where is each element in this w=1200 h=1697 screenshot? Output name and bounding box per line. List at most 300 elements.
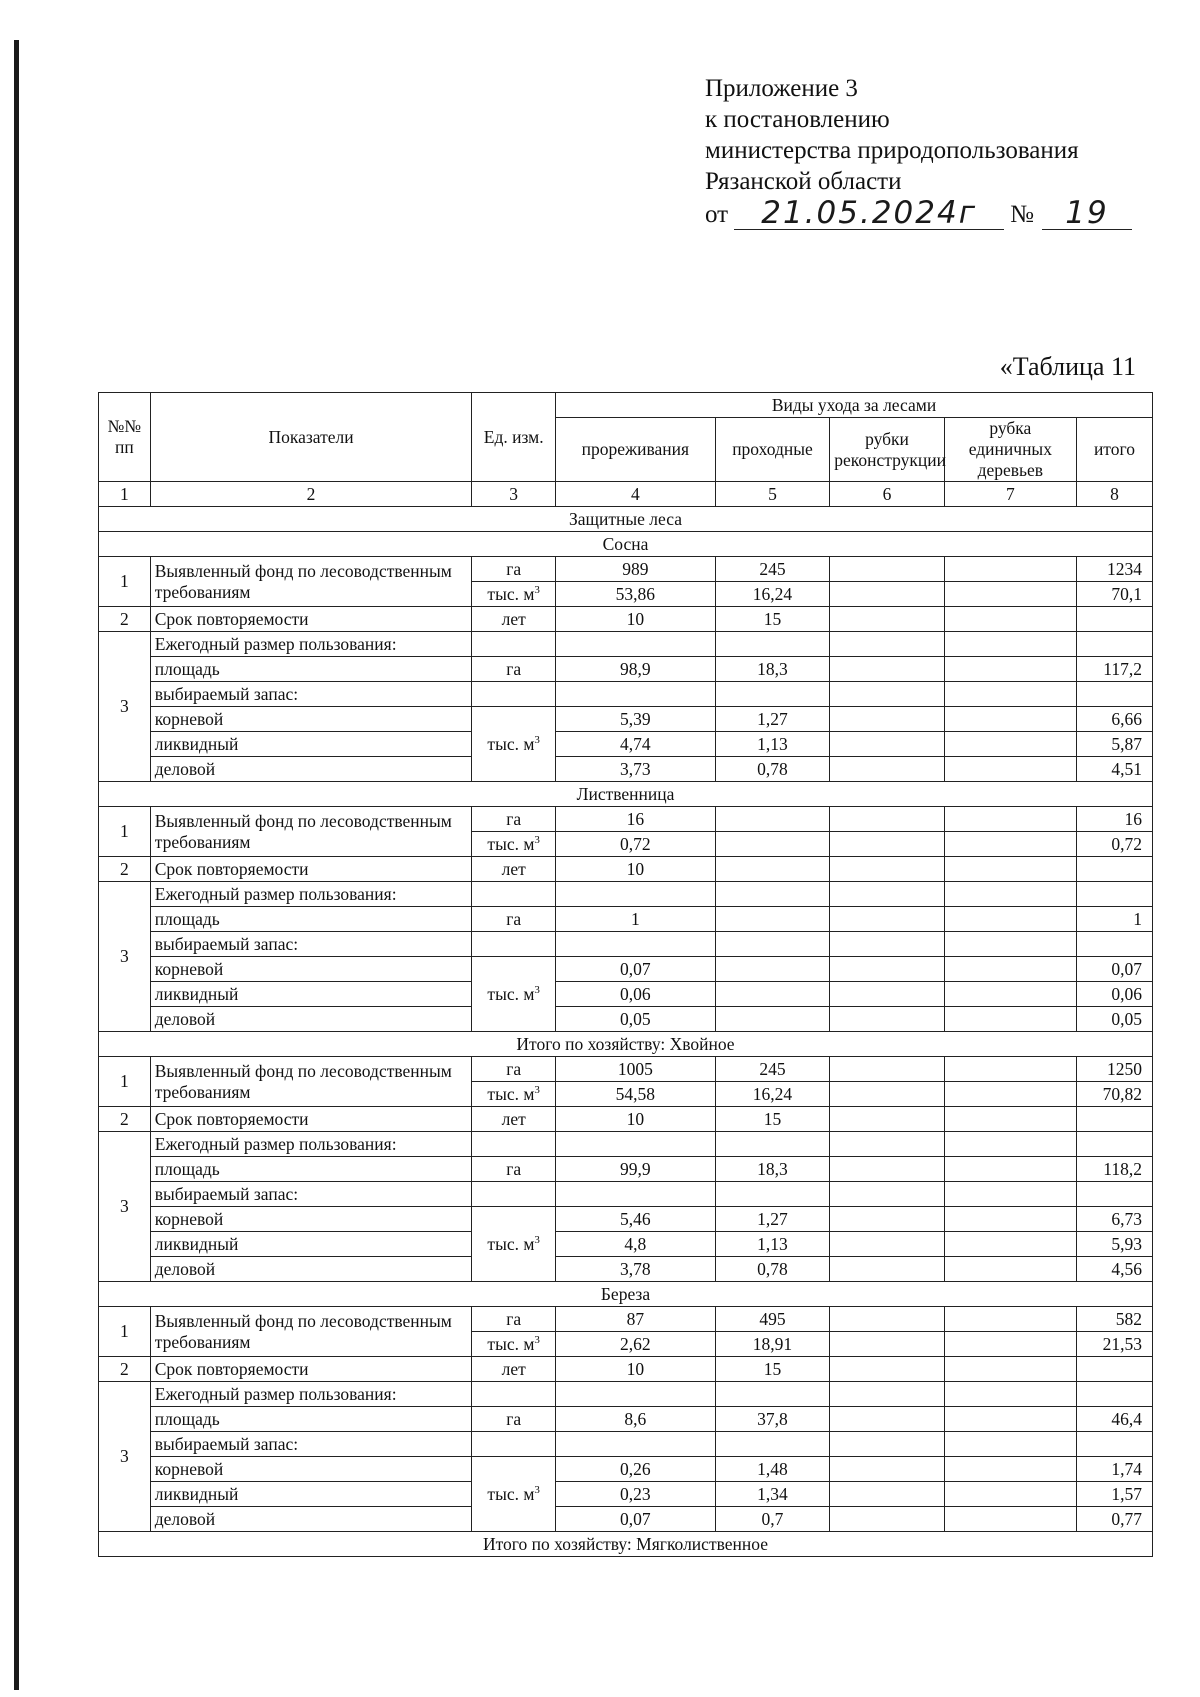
value-single-tree — [944, 807, 1076, 832]
value-thinning-text: 98,9 — [620, 658, 651, 679]
value-total-text: 0,72 — [1111, 833, 1142, 854]
col-number: 2 — [150, 482, 472, 507]
value-thinning-text: 0,72 — [620, 833, 651, 854]
value-passing — [715, 707, 830, 732]
table-row — [99, 1357, 1153, 1382]
row-number-text: 1 — [120, 571, 129, 591]
row-label-root — [150, 1207, 472, 1232]
row-label-stock-text: выбираемый запас: — [154, 1183, 299, 1204]
unit-ha — [472, 1307, 556, 1332]
value-single-tree — [944, 1232, 1076, 1257]
empty-cell — [472, 1432, 556, 1457]
value-thinning-text: 53,86 — [615, 583, 656, 604]
value-passing-text: 1,48 — [757, 1458, 788, 1479]
value-passing-text: 1,34 — [757, 1483, 788, 1504]
value-passing-text: 495 — [759, 1308, 786, 1329]
table-row — [99, 932, 1153, 957]
value-thinning — [556, 857, 716, 882]
value-total — [1076, 1082, 1152, 1107]
table-row — [99, 907, 1153, 932]
table-row — [99, 732, 1153, 757]
value-thinning-text: 87 — [626, 1308, 645, 1329]
row-number — [99, 807, 151, 857]
row-number-text: 3 — [120, 696, 129, 716]
col-header-num: №№ пп — [99, 393, 151, 482]
value-total-text: 5,87 — [1111, 733, 1142, 754]
empty-cell — [830, 1182, 945, 1207]
unit-m3-text: тыс. м — [487, 1083, 535, 1104]
unit-m3 — [472, 957, 556, 1032]
row-number-text: 1 — [120, 821, 129, 841]
row-label-repeat-period-text: Срок повторяемости — [154, 858, 309, 879]
col-header-thinning: прореживания — [556, 418, 716, 482]
header-region: Рязанской области — [705, 168, 902, 195]
value-thinning — [556, 1057, 716, 1082]
col-number: 8 — [1076, 482, 1152, 507]
value-passing-text: 15 — [763, 1108, 782, 1129]
value-passing — [715, 1107, 830, 1132]
value-total-text: 1,57 — [1111, 1483, 1142, 1504]
superscript-3: 3 — [534, 733, 540, 746]
value-passing — [715, 857, 830, 882]
value-passing-text: 15 — [763, 1358, 782, 1379]
value-total-text: 4,51 — [1111, 758, 1142, 779]
empty-cell — [715, 932, 830, 957]
row-label-identified-fund — [150, 557, 472, 607]
unit-years — [472, 1357, 556, 1382]
unit-years-text: лет — [501, 858, 526, 879]
row-number — [99, 1132, 151, 1282]
row-label-identified-fund — [150, 1307, 472, 1357]
value-single-tree — [944, 832, 1076, 857]
value-passing — [715, 732, 830, 757]
empty-cell — [556, 1132, 716, 1157]
row-label-root — [150, 957, 472, 982]
row-label-stock — [150, 1432, 472, 1457]
row-label-stock-text: выбираемый запас: — [154, 1433, 299, 1454]
value-passing — [715, 1407, 830, 1432]
value-total — [1076, 1457, 1152, 1482]
value-reconstruction — [830, 582, 945, 607]
table-row — [99, 1507, 1153, 1532]
section-title-text: Итого по хозяйству: Хвойное — [516, 1033, 735, 1054]
row-label-repeat-period-text: Срок повторяемости — [154, 1108, 309, 1129]
value-total-text: 4,56 — [1111, 1258, 1142, 1279]
row-label-area — [150, 907, 472, 932]
empty-cell — [1076, 1432, 1152, 1457]
row-number — [99, 1357, 151, 1382]
unit-m3 — [472, 582, 556, 607]
value-reconstruction — [830, 1232, 945, 1257]
table-row — [99, 757, 1153, 782]
table-row — [99, 1382, 1153, 1407]
col-number: 4 — [556, 482, 716, 507]
value-total-text: 1 — [1133, 908, 1142, 929]
row-label-repeat-period — [150, 607, 472, 632]
table-row — [99, 1107, 1153, 1132]
value-passing-text: 15 — [763, 608, 782, 629]
empty-cell — [1076, 1132, 1152, 1157]
superscript-3: 3 — [534, 1233, 540, 1246]
empty-cell — [556, 1182, 716, 1207]
header-ministry: министерства природопользования — [705, 137, 1079, 164]
section-title-text: Защитные леса — [569, 508, 682, 529]
value-reconstruction — [830, 557, 945, 582]
table-row — [99, 1132, 1153, 1157]
row-label-liquid — [150, 982, 472, 1007]
value-total — [1076, 1507, 1152, 1532]
unit-ha — [472, 1407, 556, 1432]
table-row — [99, 707, 1153, 732]
value-single-tree — [944, 1082, 1076, 1107]
value-passing — [715, 1157, 830, 1182]
row-label-annual-use — [150, 632, 472, 657]
empty-cell — [472, 1182, 556, 1207]
table-row — [99, 857, 1153, 882]
empty-cell — [944, 632, 1076, 657]
col-header-total: итого — [1076, 418, 1152, 482]
section-row — [99, 532, 1153, 557]
value-total — [1076, 582, 1152, 607]
empty-cell — [830, 1432, 945, 1457]
row-label-business — [150, 1007, 472, 1032]
value-thinning — [556, 1107, 716, 1132]
value-passing-text: 37,8 — [757, 1408, 788, 1429]
value-total — [1076, 1232, 1152, 1257]
value-single-tree — [944, 1307, 1076, 1332]
value-thinning-text: 0,07 — [620, 958, 651, 979]
col-header-group: Виды ухода за лесами — [556, 393, 1153, 418]
value-total-text: 1,74 — [1111, 1458, 1142, 1479]
value-thinning — [556, 832, 716, 857]
document-header — [705, 73, 1132, 230]
value-total — [1076, 607, 1152, 632]
value-passing-text: 1,27 — [757, 1208, 788, 1229]
row-label-liquid-text: ликвидный — [154, 733, 239, 754]
value-total — [1076, 1157, 1152, 1182]
row-label-repeat-period-text: Срок повторяемости — [154, 608, 309, 629]
row-label-annual-use-text: Ежегодный размер пользования: — [154, 1383, 397, 1404]
value-passing-text: 0,7 — [761, 1508, 784, 1529]
table-row — [99, 1207, 1153, 1232]
value-passing — [715, 582, 830, 607]
section-row — [99, 1032, 1153, 1057]
empty-cell — [830, 1382, 945, 1407]
value-thinning-text: 4,8 — [624, 1233, 647, 1254]
table-row — [99, 1457, 1153, 1482]
empty-cell — [556, 632, 716, 657]
value-thinning — [556, 757, 716, 782]
empty-cell — [1076, 1182, 1152, 1207]
row-label-liquid — [150, 1482, 472, 1507]
unit-ha-text: га — [506, 908, 522, 929]
empty-cell — [715, 882, 830, 907]
value-total-text: 46,4 — [1111, 1408, 1142, 1429]
value-reconstruction — [830, 1157, 945, 1182]
header-number-label: № — [1010, 201, 1034, 228]
value-total — [1076, 1257, 1152, 1282]
empty-cell — [472, 932, 556, 957]
value-passing — [715, 1482, 830, 1507]
row-label-annual-use — [150, 1132, 472, 1157]
table-row — [99, 632, 1153, 657]
empty-cell — [830, 632, 945, 657]
value-single-tree — [944, 907, 1076, 932]
row-number — [99, 557, 151, 607]
value-total-text: 70,82 — [1102, 1083, 1142, 1104]
empty-cell — [944, 882, 1076, 907]
value-total — [1076, 982, 1152, 1007]
col-number: 6 — [830, 482, 945, 507]
value-thinning — [556, 732, 716, 757]
empty-cell — [715, 682, 830, 707]
value-single-tree — [944, 1357, 1076, 1382]
table-row — [99, 1007, 1153, 1032]
value-passing — [715, 1207, 830, 1232]
value-reconstruction — [830, 907, 945, 932]
unit-ha — [472, 657, 556, 682]
empty-cell — [556, 882, 716, 907]
row-label-area — [150, 1157, 472, 1182]
row-label-area — [150, 1407, 472, 1432]
table-row — [99, 957, 1153, 982]
value-reconstruction — [830, 1207, 945, 1232]
row-number — [99, 1107, 151, 1132]
value-passing — [715, 907, 830, 932]
row-number-text: 2 — [120, 608, 129, 629]
row-label-area — [150, 657, 472, 682]
row-label-stock — [150, 1182, 472, 1207]
table-row — [99, 657, 1153, 682]
table-row — [99, 1232, 1153, 1257]
row-label-root-text: корневой — [154, 708, 224, 729]
value-thinning-text: 0,07 — [620, 1508, 651, 1529]
empty-cell — [472, 632, 556, 657]
empty-cell — [715, 1432, 830, 1457]
empty-cell — [556, 932, 716, 957]
value-single-tree — [944, 857, 1076, 882]
row-label-repeat-period — [150, 1357, 472, 1382]
header-to-decree: к постановлению — [705, 106, 890, 133]
row-number — [99, 857, 151, 882]
value-thinning-text: 3,78 — [620, 1258, 651, 1279]
value-reconstruction — [830, 857, 945, 882]
value-thinning — [556, 1357, 716, 1382]
row-label-root-text: корневой — [154, 1208, 224, 1229]
table-row — [99, 1432, 1153, 1457]
value-reconstruction — [830, 1057, 945, 1082]
row-label-liquid-text: ликвидный — [154, 1233, 239, 1254]
value-total-text: 0,06 — [1111, 983, 1142, 1004]
row-label-stock — [150, 932, 472, 957]
value-thinning-text: 989 — [622, 558, 649, 579]
section-title-text: Береза — [600, 1283, 651, 1304]
value-thinning — [556, 1482, 716, 1507]
value-single-tree — [944, 1157, 1076, 1182]
value-thinning-text: 10 — [626, 858, 645, 879]
value-single-tree — [944, 707, 1076, 732]
superscript-3: 3 — [534, 983, 540, 996]
empty-cell — [715, 1182, 830, 1207]
value-thinning — [556, 1007, 716, 1032]
row-label-business-text: деловой — [154, 1508, 216, 1529]
empty-cell — [472, 1132, 556, 1157]
value-reconstruction — [830, 707, 945, 732]
value-single-tree — [944, 607, 1076, 632]
row-label-identified-fund-text: Выявленный фонд по лесоводственным требованиям — [154, 810, 452, 852]
row-label-annual-use-text: Ежегодный размер пользования: — [154, 883, 397, 904]
unit-years-text: лет — [501, 608, 526, 629]
value-thinning — [556, 982, 716, 1007]
value-passing — [715, 1507, 830, 1532]
value-passing-text: 245 — [759, 558, 786, 579]
row-label-business — [150, 1257, 472, 1282]
value-reconstruction — [830, 1257, 945, 1282]
row-number-text: 3 — [120, 1446, 129, 1466]
row-label-stock-text: выбираемый запас: — [154, 933, 299, 954]
value-reconstruction — [830, 1332, 945, 1357]
empty-cell — [715, 1382, 830, 1407]
table-row — [99, 607, 1153, 632]
row-label-identified-fund — [150, 807, 472, 857]
value-passing — [715, 1457, 830, 1482]
row-number — [99, 607, 151, 632]
row-label-business-text: деловой — [154, 758, 216, 779]
value-thinning-text: 8,6 — [624, 1408, 647, 1429]
value-total-text: 70,1 — [1111, 583, 1142, 604]
table-row — [99, 982, 1153, 1007]
section-row — [99, 782, 1153, 807]
value-reconstruction — [830, 657, 945, 682]
value-total-text: 117,2 — [1103, 658, 1142, 679]
value-total — [1076, 957, 1152, 982]
value-single-tree — [944, 582, 1076, 607]
value-single-tree — [944, 1407, 1076, 1432]
value-single-tree — [944, 1107, 1076, 1132]
row-label-root-text: корневой — [154, 1458, 224, 1479]
superscript-3: 3 — [534, 1483, 540, 1496]
row-label-liquid — [150, 732, 472, 757]
row-number — [99, 882, 151, 1032]
value-reconstruction — [830, 1107, 945, 1132]
handwritten-date: 21.05.2024г — [734, 200, 1004, 230]
table-row — [99, 807, 1153, 832]
empty-cell — [944, 1132, 1076, 1157]
value-total-text: 6,73 — [1111, 1208, 1142, 1229]
unit-m3-text: тыс. м — [487, 583, 535, 604]
unit-m3-text: тыс. м — [487, 833, 535, 854]
value-passing-text: 18,3 — [757, 1158, 788, 1179]
value-passing — [715, 1332, 830, 1357]
value-single-tree — [944, 757, 1076, 782]
value-single-tree — [944, 657, 1076, 682]
value-single-tree — [944, 557, 1076, 582]
superscript-3: 3 — [534, 1333, 540, 1346]
value-reconstruction — [830, 957, 945, 982]
table-row — [99, 882, 1153, 907]
value-thinning — [556, 1407, 716, 1432]
unit-ha-text: га — [506, 1308, 522, 1329]
value-total-text: 0,05 — [1111, 1008, 1142, 1029]
empty-cell — [1076, 682, 1152, 707]
col-number: 5 — [715, 482, 830, 507]
table-body — [99, 507, 1153, 1557]
column-number-row — [99, 482, 1153, 507]
section-title — [99, 1282, 1153, 1307]
empty-cell — [944, 1432, 1076, 1457]
table-header — [99, 393, 1153, 507]
unit-m3 — [472, 1082, 556, 1107]
superscript-3: 3 — [534, 583, 540, 596]
section-title — [99, 1032, 1153, 1057]
empty-cell — [944, 1382, 1076, 1407]
row-number-text: 3 — [120, 946, 129, 966]
value-thinning — [556, 1507, 716, 1532]
row-number — [99, 1307, 151, 1357]
value-passing — [715, 1082, 830, 1107]
row-label-business — [150, 757, 472, 782]
value-total-text: 1234 — [1107, 558, 1142, 579]
value-total — [1076, 1107, 1152, 1132]
empty-cell — [1076, 882, 1152, 907]
row-number — [99, 1382, 151, 1532]
row-label-stock-text: выбираемый запас: — [154, 683, 299, 704]
header-appendix: Приложение 3 — [705, 75, 858, 102]
section-row — [99, 1282, 1153, 1307]
value-passing-text: 1,27 — [757, 708, 788, 729]
value-thinning-text: 0,05 — [620, 1008, 651, 1029]
value-thinning-text: 10 — [626, 608, 645, 629]
row-label-root — [150, 707, 472, 732]
col-number: 3 — [472, 482, 556, 507]
value-thinning — [556, 957, 716, 982]
value-passing-text: 18,91 — [752, 1333, 793, 1354]
row-label-identified-fund-text: Выявленный фонд по лесоводственным требованиям — [154, 1310, 452, 1352]
value-total — [1076, 1207, 1152, 1232]
col-number: 1 — [99, 482, 151, 507]
value-passing — [715, 1257, 830, 1282]
row-label-liquid — [150, 1232, 472, 1257]
unit-m3-text: тыс. м — [487, 1483, 535, 1504]
value-reconstruction — [830, 1482, 945, 1507]
value-thinning — [556, 707, 716, 732]
row-label-annual-use-text: Ежегодный размер пользования: — [154, 633, 397, 654]
value-single-tree — [944, 1007, 1076, 1032]
table-row — [99, 682, 1153, 707]
value-single-tree — [944, 1457, 1076, 1482]
unit-years — [472, 1107, 556, 1132]
value-passing — [715, 982, 830, 1007]
value-thinning — [556, 1307, 716, 1332]
col-header-single-tree: рубка единичных деревьев — [944, 418, 1076, 482]
value-single-tree — [944, 1057, 1076, 1082]
empty-cell — [1076, 932, 1152, 957]
value-passing-text: 18,3 — [757, 658, 788, 679]
row-label-annual-use — [150, 1382, 472, 1407]
value-reconstruction — [830, 1307, 945, 1332]
value-passing-text: 16,24 — [752, 1083, 793, 1104]
row-label-root-text: корневой — [154, 958, 224, 979]
unit-ha — [472, 1157, 556, 1182]
handwritten-number: 19 — [1042, 200, 1132, 230]
value-total — [1076, 732, 1152, 757]
value-total — [1076, 557, 1152, 582]
empty-cell — [1076, 632, 1152, 657]
empty-cell — [944, 932, 1076, 957]
value-single-tree — [944, 1207, 1076, 1232]
value-total — [1076, 1332, 1152, 1357]
value-total — [1076, 657, 1152, 682]
